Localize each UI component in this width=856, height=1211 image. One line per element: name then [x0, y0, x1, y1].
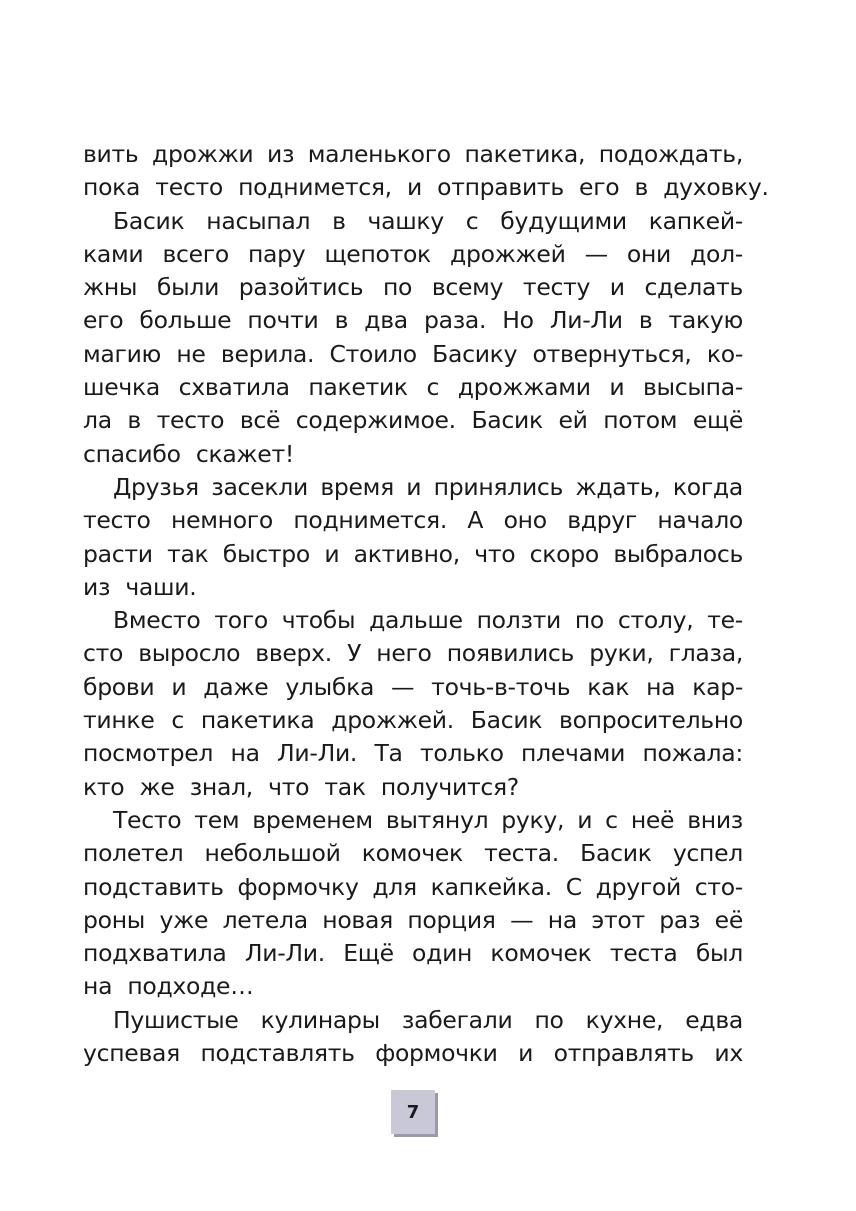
- text-line: ками всего пару щепоток дрожжей — они дол-: [83, 239, 743, 268]
- text-line: пока тесто поднимется, и отправить его в духовку.: [83, 173, 769, 202]
- text-line: кто же знал, что так получится?: [83, 772, 519, 801]
- text-line: его больше почти в два раза. Но Ли-Ли в такую: [83, 306, 743, 335]
- text-line: шечка схватила пакетик с дрожжами и высыпа-: [83, 373, 743, 402]
- page-number-box: [391, 1090, 435, 1134]
- text-line: Пушистые кулинары забегали по кухне, едва: [113, 1005, 743, 1034]
- text-line: расти так быстро и активно, что скоро выбралось: [83, 539, 743, 568]
- text-line: подставить формочку для капкейка. С другой сто-: [83, 872, 743, 901]
- text-line: брови и даже улыбка — точь-в-точь как на кар-: [83, 672, 743, 701]
- text-line: сто выросло вверх. У него появились руки, глаза,: [83, 639, 743, 668]
- text-line: Басик насыпал в чашку с будущими капкей-: [113, 206, 743, 235]
- text-line: из чаши.: [83, 572, 197, 601]
- text-line: на подходе…: [83, 972, 254, 1001]
- text-line: спасибо скажет!: [83, 439, 294, 468]
- text-line: Тесто тем временем вытянул руку, и с неё вниз: [113, 805, 743, 834]
- text-line: подхватила Ли-Ли. Ещё один комочек теста был: [83, 939, 743, 968]
- story-text: [83, 138, 769, 1070]
- text-line: роны уже летела новая порция — на этот раз её: [83, 905, 743, 934]
- text-line: полетел небольшой комочек теста. Басик успел: [83, 839, 743, 868]
- text-line: ла в тесто всё содержимое. Басик ей потом ещё: [83, 406, 743, 435]
- text-line: Друзья засекли время и принялись ждать, когда: [113, 472, 743, 501]
- text-line: посмотрел на Ли-Ли. Та только плечами пожала:: [83, 739, 743, 768]
- text-line: жны были разойтись по всему тесту и сделать: [83, 273, 743, 302]
- text-line: тинке с пакетика дрожжей. Басик вопросительно: [83, 706, 743, 735]
- text-line: Вместо того чтобы дальше ползти по столу, те-: [113, 606, 743, 635]
- text-line: тесто немного поднимется. А оно вдруг начало: [83, 506, 743, 535]
- page-number: 7: [406, 1101, 420, 1123]
- text-line: вить дрожжи из маленького пакетика, подождать,: [83, 140, 743, 168]
- text-line: успевая подставлять формочки и отправлять их: [83, 1039, 743, 1068]
- text-line: магию не верила. Стоило Басику отвернуться, ко-: [83, 339, 743, 368]
